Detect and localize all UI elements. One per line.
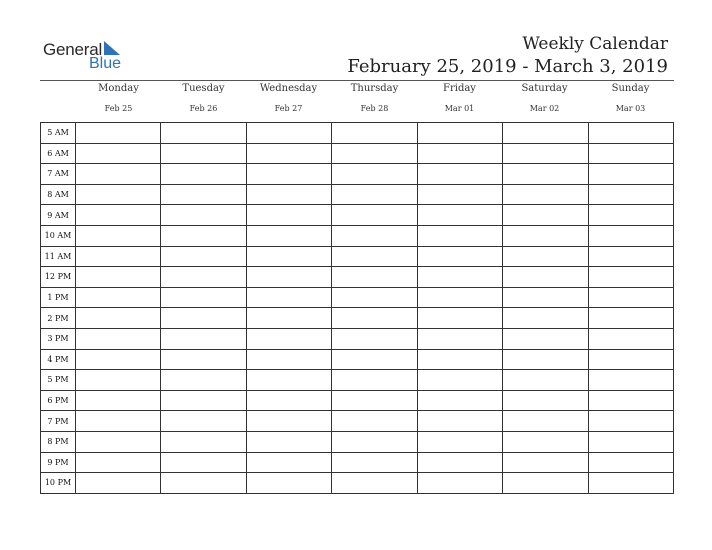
time-slot-cell[interactable] (332, 390, 417, 411)
time-row (41, 390, 674, 411)
time-slot-cell[interactable] (332, 473, 417, 494)
time-slot-cell[interactable] (76, 205, 161, 226)
time-slot-cell[interactable] (76, 308, 161, 329)
time-slot-cell[interactable] (246, 225, 331, 246)
time-slot-cell[interactable] (76, 349, 161, 370)
time-slot-cell[interactable] (76, 267, 161, 288)
time-row (41, 143, 674, 164)
time-row (41, 473, 674, 494)
time-slot-cell[interactable] (76, 123, 161, 144)
time-label: 7 AM (41, 164, 76, 185)
time-slot-cell[interactable] (161, 287, 246, 308)
day-name-sunday: Sunday (611, 83, 650, 94)
time-slot-cell[interactable] (246, 452, 331, 473)
time-slot-cell[interactable] (76, 225, 161, 246)
time-label: 6 PM (41, 390, 76, 411)
time-row (41, 328, 674, 349)
time-slot-cell[interactable] (161, 184, 246, 205)
time-slot-cell[interactable] (76, 287, 161, 308)
time-slot-cell[interactable] (588, 225, 673, 246)
time-slot-cell[interactable] (246, 411, 331, 432)
time-label: 11 AM (41, 246, 76, 267)
time-slot-cell[interactable] (332, 123, 417, 144)
time-label: 9 PM (41, 452, 76, 473)
time-slot-cell[interactable] (246, 390, 331, 411)
time-slot-cell[interactable] (588, 164, 673, 185)
time-slot-cell[interactable] (332, 308, 417, 329)
time-slot-cell[interactable] (332, 205, 417, 226)
time-slot-cell[interactable] (417, 164, 502, 185)
day-name-wednesday: Wednesday (259, 83, 318, 94)
time-slot-cell[interactable] (588, 308, 673, 329)
time-label: 8 PM (41, 431, 76, 452)
time-slot-cell[interactable] (417, 411, 502, 432)
time-label: 5 PM (41, 370, 76, 391)
time-slot-cell[interactable] (417, 349, 502, 370)
time-slot-cell[interactable] (503, 349, 588, 370)
time-slot-cell[interactable] (332, 287, 417, 308)
day-name-tuesday: Tuesday (182, 83, 225, 94)
time-label: 3 PM (41, 328, 76, 349)
time-row (41, 411, 674, 432)
day-date-tuesday: Feb 26 (189, 104, 218, 113)
time-slot-cell[interactable] (417, 123, 502, 144)
time-slot-cell[interactable] (76, 370, 161, 391)
time-slot-cell[interactable] (246, 267, 331, 288)
day-date-sunday: Mar 03 (615, 104, 646, 113)
time-slot-cell[interactable] (246, 205, 331, 226)
time-slot-cell[interactable] (161, 205, 246, 226)
time-slot-cell[interactable] (332, 267, 417, 288)
time-label: 4 PM (41, 349, 76, 370)
time-slot-cell[interactable] (417, 143, 502, 164)
time-slot-cell[interactable] (417, 473, 502, 494)
time-slot-cell[interactable] (503, 246, 588, 267)
time-slot-cell[interactable] (503, 205, 588, 226)
time-slot-cell[interactable] (246, 308, 331, 329)
day-name-thursday: Thursday (350, 83, 399, 94)
time-label: 10 PM (41, 473, 76, 494)
time-slot-cell[interactable] (588, 267, 673, 288)
header-divider (40, 80, 674, 81)
time-row (41, 225, 674, 246)
time-row (41, 246, 674, 267)
time-slot-cell[interactable] (588, 123, 673, 144)
time-slot-cell[interactable] (503, 143, 588, 164)
day-date-friday: Mar 01 (444, 104, 475, 113)
time-slot-cell[interactable] (246, 143, 331, 164)
time-slot-cell[interactable] (161, 431, 246, 452)
time-slot-cell[interactable] (332, 328, 417, 349)
time-slot-cell[interactable] (332, 225, 417, 246)
time-slot-cell[interactable] (588, 246, 673, 267)
time-slot-cell[interactable] (503, 225, 588, 246)
time-label: 1 PM (41, 287, 76, 308)
time-slot-cell[interactable] (332, 164, 417, 185)
time-slot-cell[interactable] (76, 328, 161, 349)
day-name-monday: Monday (98, 83, 139, 94)
time-label: 6 AM (41, 143, 76, 164)
time-slot-cell[interactable] (503, 164, 588, 185)
time-slot-cell[interactable] (76, 143, 161, 164)
time-slot-cell[interactable] (588, 473, 673, 494)
time-row (41, 349, 674, 370)
time-slot-cell[interactable] (588, 452, 673, 473)
time-slot-cell[interactable] (503, 370, 588, 391)
time-slot-cell[interactable] (161, 328, 246, 349)
time-slot-cell[interactable] (417, 287, 502, 308)
time-label: 7 PM (41, 411, 76, 432)
time-slot-cell[interactable] (246, 370, 331, 391)
time-label: 5 AM (41, 123, 76, 144)
time-slot-cell[interactable] (246, 246, 331, 267)
time-label: 12 PM (41, 267, 76, 288)
time-slot-cell[interactable] (503, 473, 588, 494)
logo (43, 38, 133, 74)
time-slot-cell[interactable] (161, 225, 246, 246)
time-slot-cell[interactable] (76, 246, 161, 267)
time-slot-cell[interactable] (332, 143, 417, 164)
time-slot-cell[interactable] (76, 431, 161, 452)
time-slot-cell[interactable] (161, 246, 246, 267)
time-slot-cell[interactable] (246, 164, 331, 185)
time-slot-cell[interactable] (161, 143, 246, 164)
time-slot-cell[interactable] (76, 164, 161, 185)
time-slot-cell[interactable] (588, 411, 673, 432)
time-slot-cell[interactable] (588, 287, 673, 308)
time-slot-cell[interactable] (332, 370, 417, 391)
day-date-saturday: Mar 02 (529, 104, 560, 113)
time-slot-cell[interactable] (246, 328, 331, 349)
time-slot-cell[interactable] (417, 184, 502, 205)
time-slot-cell[interactable] (417, 390, 502, 411)
time-slot-cell[interactable] (161, 411, 246, 432)
time-slot-cell[interactable] (161, 349, 246, 370)
time-slot-cell[interactable] (332, 431, 417, 452)
time-slot-cell[interactable] (503, 452, 588, 473)
time-row (41, 287, 674, 308)
time-slot-cell[interactable] (503, 184, 588, 205)
time-slot-cell[interactable] (503, 328, 588, 349)
time-slot-cell[interactable] (588, 328, 673, 349)
time-slot-cell[interactable] (417, 308, 502, 329)
time-slot-cell[interactable] (332, 246, 417, 267)
time-slot-cell[interactable] (588, 205, 673, 226)
time-row (41, 184, 674, 205)
time-slot-cell[interactable] (503, 287, 588, 308)
time-slot-cell[interactable] (588, 184, 673, 205)
time-slot-cell[interactable] (161, 473, 246, 494)
time-slot-cell[interactable] (246, 349, 331, 370)
time-slot-cell[interactable] (161, 370, 246, 391)
time-label: 2 PM (41, 308, 76, 329)
logo-word-general: General (43, 40, 103, 59)
day-name-friday: Friday (443, 83, 476, 94)
time-slot-cell[interactable] (417, 370, 502, 391)
time-slot-cell[interactable] (588, 431, 673, 452)
day-name-saturday: Saturday (521, 83, 568, 94)
time-slot-cell[interactable] (417, 267, 502, 288)
time-label: 10 AM (41, 225, 76, 246)
time-label: 9 AM (41, 205, 76, 226)
time-slot-cell[interactable] (417, 431, 502, 452)
time-slot-cell[interactable] (76, 184, 161, 205)
time-row (41, 164, 674, 185)
logo-word-blue: Blue (89, 55, 122, 72)
time-slot-cell[interactable] (417, 246, 502, 267)
time-slot-cell[interactable] (76, 390, 161, 411)
time-slot-cell[interactable] (161, 452, 246, 473)
time-slot-cell[interactable] (417, 452, 502, 473)
time-slot-cell[interactable] (246, 431, 331, 452)
time-slot-cell[interactable] (246, 184, 331, 205)
day-date-thursday: Feb 28 (360, 104, 389, 113)
time-slot-cell[interactable] (161, 123, 246, 144)
time-slot-cell[interactable] (76, 411, 161, 432)
time-label: 8 AM (41, 184, 76, 205)
time-row (41, 267, 674, 288)
time-slot-cell[interactable] (161, 164, 246, 185)
time-slot-cell[interactable] (161, 390, 246, 411)
page-title: Weekly Calendar (522, 34, 668, 54)
time-slot-cell[interactable] (246, 123, 331, 144)
time-slot-cell[interactable] (332, 184, 417, 205)
time-slot-cell[interactable] (332, 349, 417, 370)
time-slot-cell[interactable] (76, 473, 161, 494)
time-row (41, 205, 674, 226)
time-slot-cell[interactable] (503, 123, 588, 144)
time-slot-cell[interactable] (332, 452, 417, 473)
time-slot-cell[interactable] (417, 328, 502, 349)
day-date-monday: Feb 25 (104, 104, 133, 113)
time-slot-cell[interactable] (417, 205, 502, 226)
time-slot-cell[interactable] (246, 473, 331, 494)
time-slot-cell[interactable] (332, 411, 417, 432)
time-row (41, 370, 674, 391)
time-slot-cell[interactable] (161, 308, 246, 329)
time-slot-cell[interactable] (588, 349, 673, 370)
time-slot-cell[interactable] (588, 390, 673, 411)
time-slot-cell[interactable] (161, 267, 246, 288)
time-slot-cell[interactable] (588, 370, 673, 391)
time-slot-cell[interactable] (503, 431, 588, 452)
time-slot-cell[interactable] (503, 390, 588, 411)
time-slot-cell[interactable] (417, 225, 502, 246)
day-date-wednesday: Feb 27 (274, 104, 303, 113)
time-row (41, 431, 674, 452)
time-slot-cell[interactable] (503, 411, 588, 432)
time-slot-cell[interactable] (246, 287, 331, 308)
time-slot-cell[interactable] (76, 452, 161, 473)
time-slot-cell[interactable] (503, 308, 588, 329)
time-row (41, 308, 674, 329)
date-range: February 25, 2019 - March 3, 2019 (347, 56, 668, 77)
time-row (41, 123, 674, 144)
time-slot-cell[interactable] (588, 143, 673, 164)
calendar-grid (40, 122, 674, 494)
time-row (41, 452, 674, 473)
time-slot-cell[interactable] (503, 267, 588, 288)
